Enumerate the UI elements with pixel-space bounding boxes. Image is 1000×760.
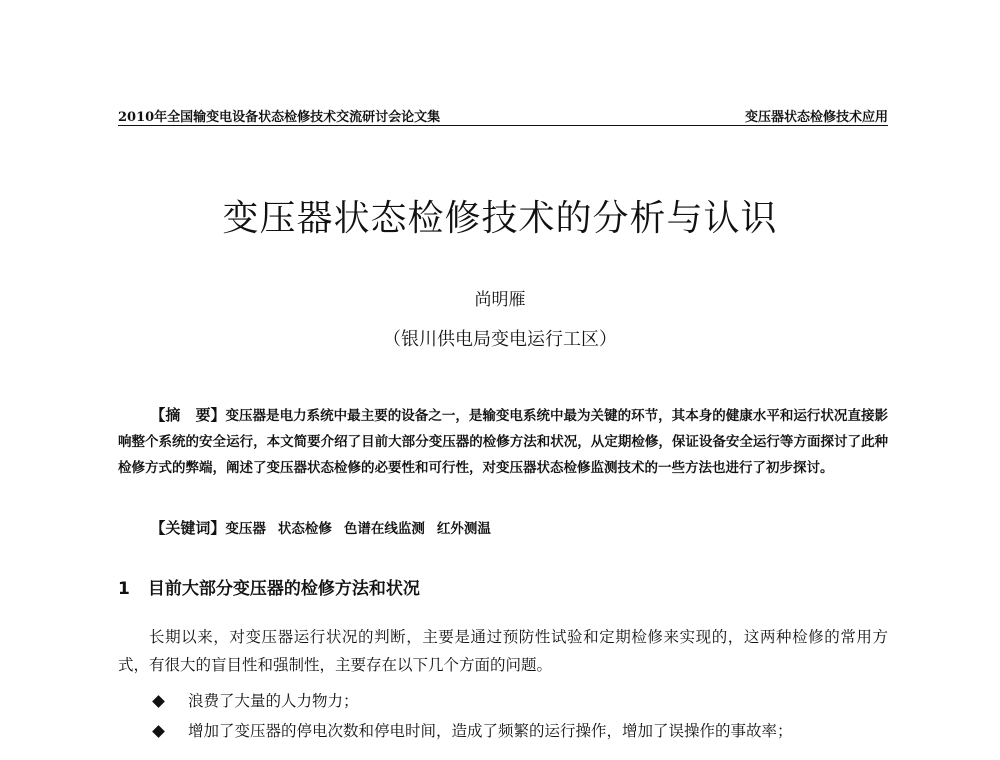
- keyword-item: 变压器: [225, 521, 266, 537]
- author-name: 尚明雁: [474, 290, 526, 310]
- keywords: [118, 515, 888, 542]
- header-section-title: 变压器状态检修技术应用: [744, 110, 888, 125]
- list-item: [150, 716, 890, 746]
- author-affiliation: （银川供电局变电运行工区）: [383, 329, 617, 350]
- list-item-text: 增加了变压器的停电次数和停电时间，造成了频繁的运行操作，增加了误操作的事故率；: [188, 722, 793, 740]
- bullet-list: [150, 686, 890, 746]
- running-header: [118, 103, 888, 126]
- diamond-bullet-icon: [152, 725, 165, 738]
- section-title: 目前大部分变压器的检修方法和状况: [147, 579, 420, 599]
- keyword-item: 状态检修: [277, 521, 332, 537]
- diamond-bullet-icon: [152, 695, 165, 708]
- body-paragraph: 长期以来，对变压器运行状况的判断，主要是通过预防性试验和定期检修来实现的，这两种检修的常用方式，有很大的盲目性和强制性，主要存在以下几个方面的问题。: [118, 628, 888, 674]
- section-number: 1: [118, 579, 130, 599]
- abstract-label: 【摘 要】: [150, 406, 226, 424]
- keyword-item: 红外测温: [436, 521, 491, 537]
- header-proceedings-title: 2010年全国输变电设备状态检修技术交流研讨会论文集: [118, 110, 441, 125]
- list-item: [150, 686, 890, 716]
- section-heading: [118, 574, 888, 599]
- abstract: [118, 402, 888, 481]
- keywords-label: 【关键词】: [150, 519, 226, 537]
- list-item-text: 浪费了大量的人力物力；: [188, 692, 359, 710]
- abstract-text: 变压器是电力系统中最主要的设备之一，是输变电系统中最为关键的环节，其本身的健康水平和运行状况直接影响整个系统的安全运行，本文简要介绍了目前大部分变压器的检修方法和状况，从定期检修，保证设备安全运行等方面探讨了此种检修方式的弊端，阐述了变压器状态检修的必要性和可行性，对变压器状态检修监测技术的一些方法也进行了初步探讨。: [118, 408, 888, 476]
- keyword-item: 色谱在线监测: [343, 521, 425, 537]
- paper-title: 变压器状态检修技术的分析与认识: [222, 198, 778, 239]
